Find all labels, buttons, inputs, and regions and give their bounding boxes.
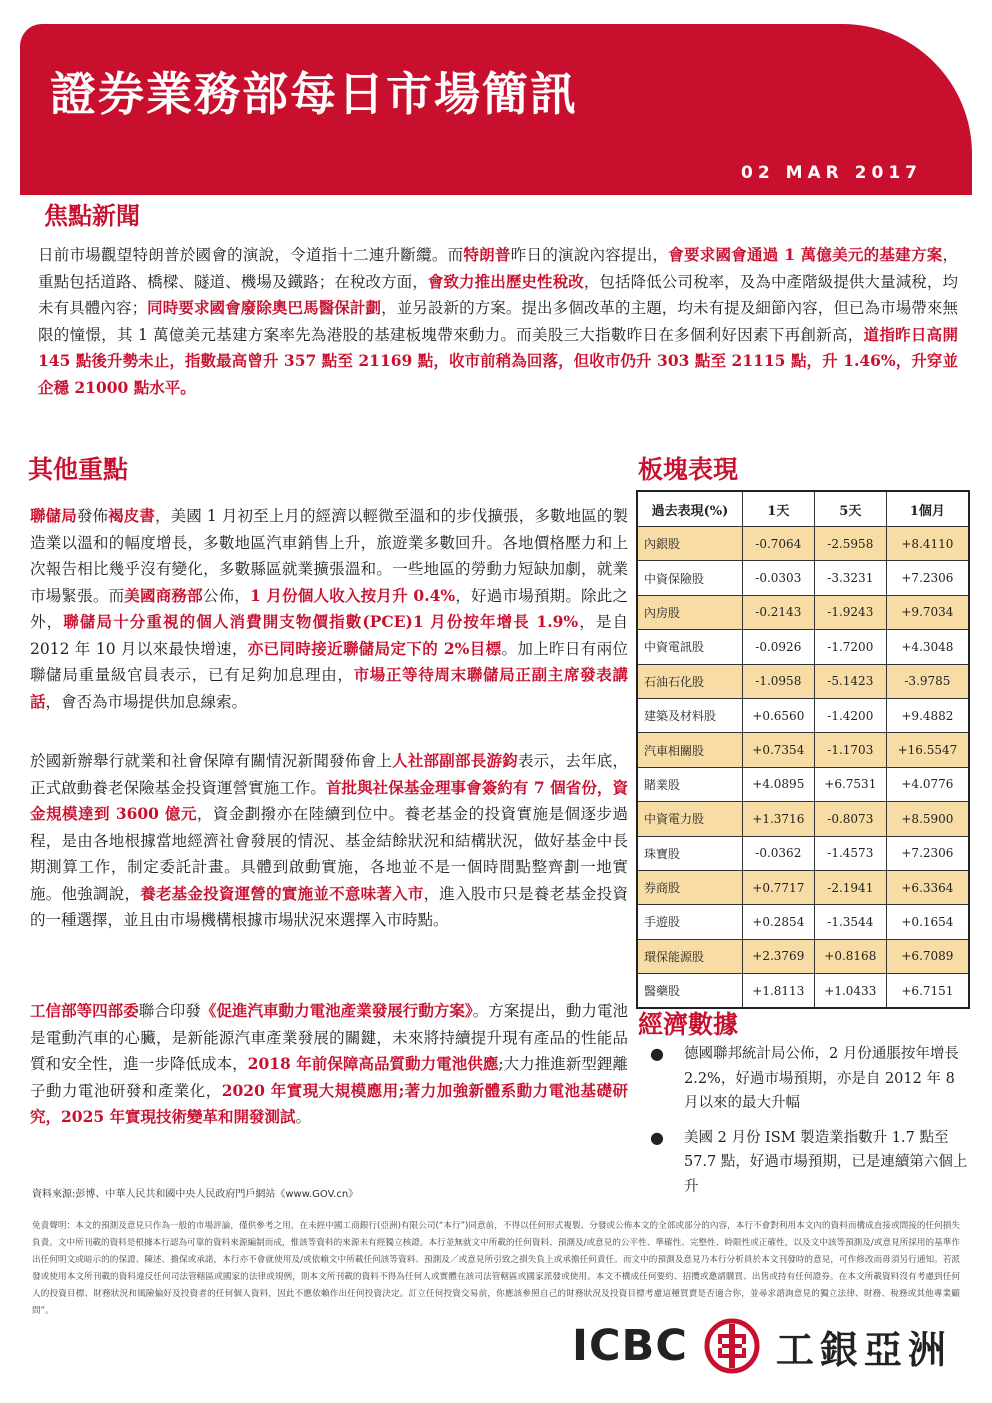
list-item-text: 德國聯邦統計局公佈，2 月份通脹按年增長 2.2%，好過市場預期，亦是自 2012 年 8 月以來的最大升幅: [684, 1046, 959, 1111]
list-item: [650, 1126, 970, 1200]
list-item: [650, 1042, 970, 1116]
fed-beige-book-paragraph: [30, 503, 628, 715]
sector-name-cell: 醫藥股: [637, 974, 742, 1009]
return-5d-cell: +1.0433: [814, 974, 886, 1009]
return-1d-cell: +2.3769: [742, 939, 814, 973]
table-row: [637, 974, 969, 1009]
banner-divider: [20, 195, 972, 200]
table-row: [637, 870, 969, 904]
return-1m-cell: -3.9785: [886, 664, 969, 698]
sector-name-cell: 汽車相關股: [637, 733, 742, 767]
header-banner: [20, 24, 972, 200]
return-5d-cell: -1.1703: [814, 733, 886, 767]
return-1d-cell: +0.7354: [742, 733, 814, 767]
highlighted-text: 特朗普: [463, 245, 511, 264]
body-text: 公佈，: [202, 586, 250, 605]
column-header-1m: 1個月: [886, 491, 969, 527]
return-1m-cell: +7.2306: [886, 836, 969, 870]
return-1m-cell: +0.1654: [886, 905, 969, 939]
return-1m-cell: +8.4110: [886, 527, 969, 561]
return-5d-cell: -1.4573: [814, 836, 886, 870]
body-text: 日前市場觀望特朗普於國會的演說，令道指十二連升斷纜。而: [38, 246, 464, 264]
report-date: 02 MAR 2017: [741, 163, 922, 183]
highlighted-text: 道指昨日高開 145 點後升勢未止，指數最高曾升 357 點至 21169 點，收市前稍為回落，但收市仍升 303 點至 21115 點，升 1.46%，升穿並企穩 21000 點水平。: [38, 324, 958, 397]
highlighted-text: 《促進汽車動力電池產業發展行動方案》: [200, 1001, 473, 1020]
data-source-note: 資料來源:彭博、中華人民共和國中央人民政府門戶網站《www.GOV.cn》: [32, 1189, 359, 1200]
return-1m-cell: +9.4882: [886, 698, 969, 732]
return-1d-cell: -0.0362: [742, 836, 814, 870]
sector-name-cell: 中資保險股: [637, 561, 742, 595]
return-1d-cell: +4.0895: [742, 767, 814, 801]
return-5d-cell: +0.8168: [814, 939, 886, 973]
return-1m-cell: +6.7089: [886, 939, 969, 973]
return-1d-cell: -0.0926: [742, 630, 814, 664]
focus-news-paragraph: [38, 242, 958, 401]
table-row: [637, 767, 969, 801]
return-5d-cell: -3.3231: [814, 561, 886, 595]
return-5d-cell: -2.5958: [814, 527, 886, 561]
return-1m-cell: +16.5547: [886, 733, 969, 767]
highlighted-text: 亦已同時接近聯儲局定下的 2%目標: [247, 638, 502, 658]
body-text: 昨日的演說內容提出，: [510, 246, 669, 264]
return-1m-cell: +6.7151: [886, 974, 969, 1009]
highlighted-text: 褐皮書: [108, 506, 155, 525]
highlighted-text: 會致力推出歷史性稅改: [427, 271, 584, 291]
table-row: [637, 630, 969, 664]
body-text: 發佈: [76, 507, 109, 525]
highlighted-text: 會要求國會通過 1 萬億美元的基建方案: [668, 245, 943, 264]
highlighted-text: 市場正等待周末聯儲局正副主席發表講話: [30, 665, 628, 711]
body-text: ，是自 2012 年 10 月以來最快增速，: [30, 613, 628, 658]
table-row: [637, 939, 969, 973]
sector-name-cell: 券商股: [637, 870, 742, 904]
table-row: [637, 561, 969, 595]
sector-performance-table: [636, 490, 970, 1009]
highlighted-text: 1 月份個人收入按月升 0.4%: [250, 585, 456, 605]
return-1d-cell: -0.2143: [742, 595, 814, 629]
return-5d-cell: -0.8073: [814, 802, 886, 836]
sector-name-cell: 手遊股: [637, 905, 742, 939]
body-text: ，重點包括道路、橋樑、隧道、機場及鐵路；在稅改方面，: [38, 246, 958, 291]
table-row: [637, 595, 969, 629]
return-1d-cell: -0.7064: [742, 527, 814, 561]
highlighted-text: 人社部副部長游鈞: [392, 751, 519, 770]
table-row: [637, 698, 969, 732]
bullet-icon: ●: [650, 1127, 664, 1147]
icbc-logo: [572, 1316, 952, 1376]
highlighted-text: 2020 年實現大規模應用;著力加強新體系動力電池基礎研究，2025 年實現技術變革和開發測試: [30, 1080, 628, 1126]
body-text: 。: [295, 1108, 312, 1126]
highlighted-text: 首批與社保基金理事會簽約有 7 個省份，資金規模達到 3600 億元: [30, 777, 628, 823]
return-1d-cell: +1.3716: [742, 802, 814, 836]
focus-news-heading: 焦點新聞: [44, 202, 140, 230]
icbc-seal-icon: [704, 1318, 760, 1374]
body-text: ;大力推進新型鋰離子動力電池研發和產業化，: [30, 1055, 628, 1100]
body-text: ，並另設新的方案。提出多個改革的主題，均未有提及細節內容，但已為市場帶來無限的憧憬，其 1 萬億美元基建方案率先為港股的基建板塊帶來動力。而美股三大指數昨日在多個利好因素下再創新高，: [38, 299, 958, 344]
return-1m-cell: +6.3364: [886, 870, 969, 904]
table-row: [637, 802, 969, 836]
page-title: 證券業務部每日市場簡訊: [50, 67, 578, 121]
return-1d-cell: -0.0303: [742, 561, 814, 595]
table-row: [637, 733, 969, 767]
highlighted-text: 聯儲局: [30, 506, 77, 525]
bullet-icon: ●: [650, 1044, 664, 1063]
return-1m-cell: +8.5900: [886, 802, 969, 836]
body-text: 。方案提出，動力電池是電動汽車的心臟，是新能源汽車產業發展的關鍵，未來將持續提升現有產品的性能品質和安全性，進一步降低成本，: [30, 1002, 628, 1073]
sector-performance-heading: 板塊表現: [638, 455, 739, 484]
logo-text-en: ICBC: [572, 1321, 688, 1371]
return-1m-cell: +4.3048: [886, 630, 969, 664]
body-text: ，資金劃撥亦在陸續到位中。養老基金的投資實施是個逐步過程，是由各地根據當地經濟社會發展的情況、基金結餘狀況和結構狀況，做好基金中長期測算工作，制定委託計畫。具體到啟動實施，各地並不是一個時間點整齊劃一地實施。他強調說，: [30, 805, 628, 903]
return-1d-cell: +0.6560: [742, 698, 814, 732]
highlighted-text: 聯儲局十分重視的個人消費開支物價指數(PCE)1 月份按年增長 1.9%: [63, 612, 579, 631]
sector-name-cell: 建築及材料股: [637, 698, 742, 732]
body-text: 。加上昨日有兩位聯儲局重量級官員表示，已有足夠加息理由，: [30, 639, 628, 684]
return-1d-cell: +0.7717: [742, 870, 814, 904]
table-header-row: [637, 491, 969, 527]
body-text: 聯合印發: [138, 1002, 201, 1020]
body-text: ，進入股市只是養老基金投資的一種選擇，並且由市場機構根據市場狀況來選擇入市時點。: [30, 884, 628, 929]
logo-text-cn: 工銀亞洲: [775, 1327, 952, 1372]
column-header-period: 過去表現(%): [637, 491, 742, 527]
body-text: ，會否為市場提供加息線索。: [45, 692, 248, 711]
economic-data-list: [650, 1042, 970, 1209]
return-5d-cell: -1.3544: [814, 905, 886, 939]
body-text: ，美國 1 月初至上月的經濟以輕微至溫和的步伐擴張，多數地區的製造業以溫和的幅度增長，多數地區汽車銷售上升，旅遊業多數回升。各地價格壓力和上次報告相比幾乎沒有變化，多數縣區就業擴張溫和。一些地區的勞動力短缺加劇，就業市場緊張。而: [30, 507, 628, 605]
economic-data-heading: 經濟數據: [638, 1010, 739, 1039]
table-row: [637, 664, 969, 698]
body-text: ，包括降低公司稅率，及為中產階級提供大量減稅，均未有具體內容；: [38, 272, 958, 317]
return-5d-cell: -1.9243: [814, 595, 886, 629]
highlighted-text: 工信部等四部委: [30, 1001, 139, 1020]
table-row: [637, 905, 969, 939]
disclaimer: 免責聲明：本文的預測及意見只作為一般的市場評論，僅供參考之用，在未經中國工商銀行(亞洲)有限公司(“本行”)同意前，不得以任何形式複製、分發或公佈本文的全部或部分的內容，本行不會對利用本文內的資料而構成直接或間接的任何損失負責。文中所刊載的資料是根據本行認為可靠的資料來源編制而成，惟該等資料的來源未有經獨立核證。本行並無就文中所載的任何資料、預測及/或意見的公平性、準確性、完整性、時限性或正確性，以及文中該等預測及/或意見所採用的基準作出任何明文或暗示的的保證、陳述、擔保或承諾，本行亦不會就使用及/或依賴文中所載任何該等資料、預測及／或意見所引致之損失負上或承擔任何責任。而文中的預測及意見乃本行分析員於本文刊發時的意見，可作修改而毋須另行通知。若派發或使用本文所刊載的資料違反任何司法管轄區或國家的法律或規例，則本文所刊載的資料不得為任何人或實體在該司法管轄區或國家派發或使用。本文不構成任何要約、招攬或邀請購買、出售或持有任何證券。在本文所載資料沒有考慮到任何人的投資目標、財務狀況和風險偏好及投資者的任何個人資料，因此不應依賴作出任何投資決定。訂立任何投資交易前，你應該參照自己的財務狀況及投資目標考慮這種買賣是否適合你，並尋求諮詢意見的獨立法律、財務、稅務或其他專業顧問”。: [32, 1221, 960, 1316]
return-1d-cell: -1.0958: [742, 664, 814, 698]
sector-name-cell: 中資電力股: [637, 802, 742, 836]
return-5d-cell: -5.1423: [814, 664, 886, 698]
highlighted-text: 2018 年前保障高品質動力電池供應: [247, 1054, 499, 1073]
highlighted-text: 養老基金投資運營的實施並不意味著入市: [140, 883, 424, 903]
return-5d-cell: -1.4200: [814, 698, 886, 732]
sector-name-cell: 賭業股: [637, 767, 742, 801]
other-highlights-heading: 其他重點: [28, 455, 129, 484]
list-item-text: 美國 2 月份 ISM 製造業指數升 1.7 點至 57.7 點，好過市場預期，已是連續第六個上升: [684, 1129, 968, 1195]
sector-name-cell: 石油石化股: [637, 664, 742, 698]
return-5d-cell: -1.7200: [814, 630, 886, 664]
pension-fund-paragraph: [30, 748, 628, 934]
return-1m-cell: +4.0776: [886, 767, 969, 801]
return-1m-cell: +9.7034: [886, 595, 969, 629]
body-text: 於國新辦舉行就業和社會保障有關情況新聞發佈會上: [30, 752, 393, 770]
sector-name-cell: 珠寶股: [637, 836, 742, 870]
return-5d-cell: +6.7531: [814, 767, 886, 801]
column-header-5d: 5天: [814, 491, 886, 527]
return-1m-cell: +7.2306: [886, 561, 969, 595]
sector-name-cell: 內房股: [637, 595, 742, 629]
body-text: ，好過市場預期。除此之外，: [30, 586, 628, 631]
sector-name-cell: 中資電訊股: [637, 630, 742, 664]
table-row: [637, 836, 969, 870]
sector-name-cell: 環保能源股: [637, 939, 742, 973]
battery-plan-paragraph: [30, 998, 628, 1131]
sector-name-cell: 內銀股: [637, 527, 742, 561]
highlighted-text: 美國商務部: [124, 585, 203, 605]
column-header-1d: 1天: [742, 491, 814, 527]
table-row: [637, 527, 969, 561]
body-text: 表示，去年底，正式啟動養老保險基金投資運營實施工作。: [30, 752, 628, 797]
return-5d-cell: -2.1941: [814, 870, 886, 904]
return-1d-cell: +1.8113: [742, 974, 814, 1009]
highlighted-text: 同時要求國會廢除奧巴馬醫保計劃: [147, 298, 382, 317]
return-1d-cell: +0.2854: [742, 905, 814, 939]
